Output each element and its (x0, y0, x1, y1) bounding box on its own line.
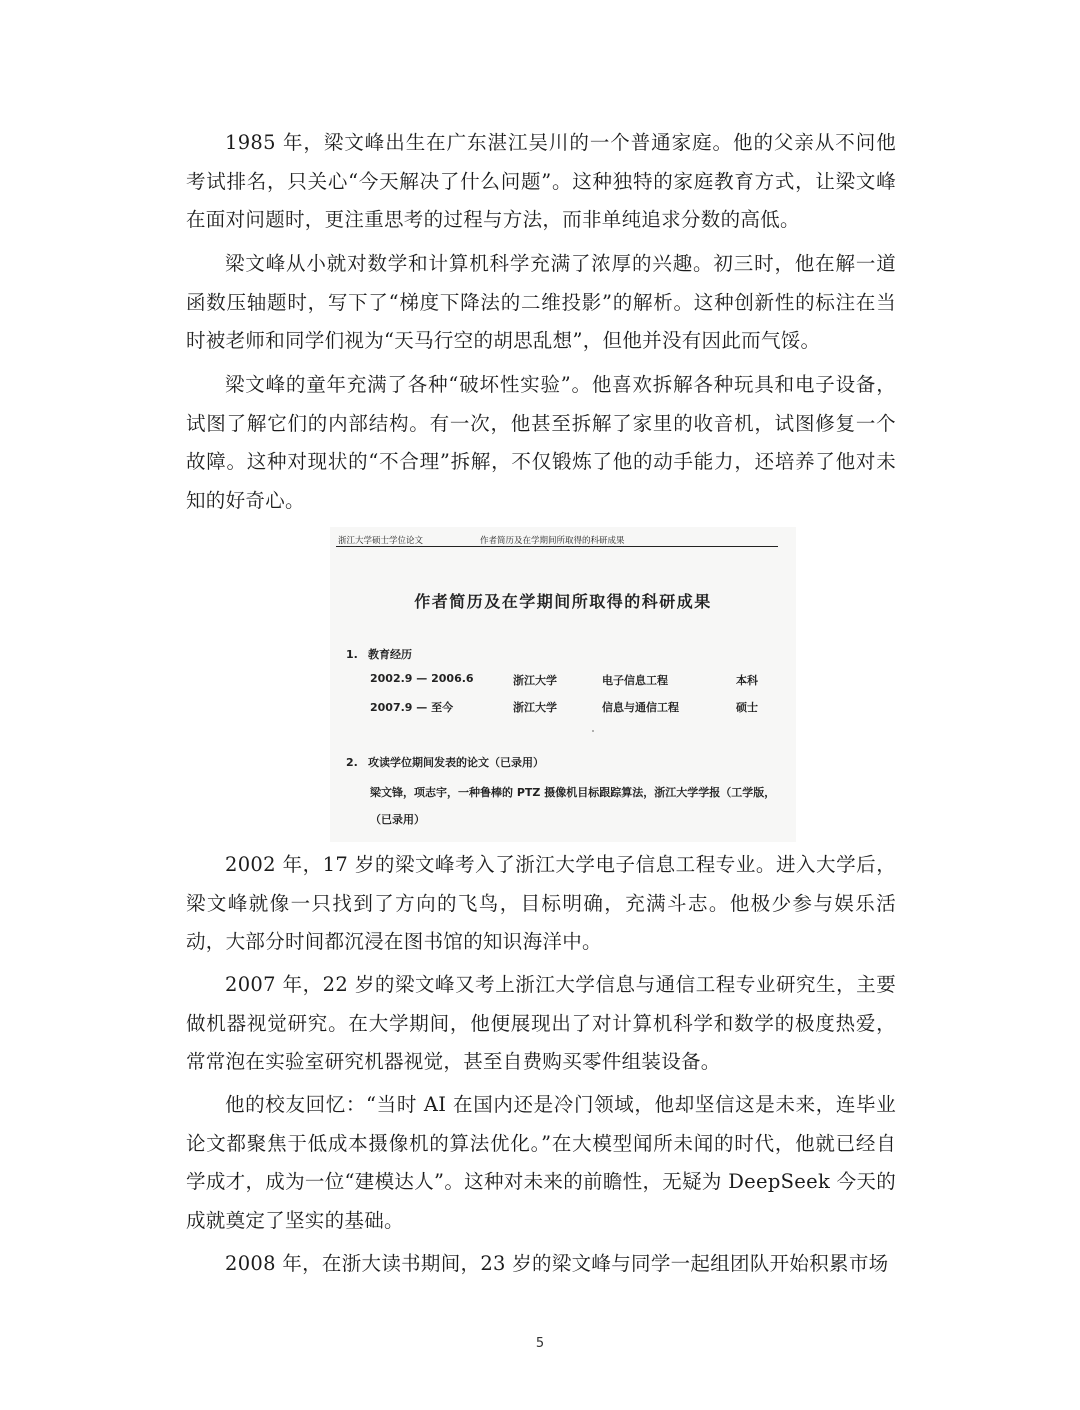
scan-speck (592, 730, 594, 732)
edu-period: 2002.9 — 2006.6 (370, 672, 474, 685)
edu-degree: 硕士 (736, 701, 758, 714)
scan-section-publications (346, 754, 544, 770)
edu-major: 电子信息工程 (602, 674, 668, 687)
education-row (370, 699, 790, 715)
section-label: 教育经历 (368, 648, 412, 661)
edu-school: 浙江大学 (513, 674, 557, 687)
paragraph-alumni-recollection: 他的校友回忆：“当时 AI 在国内还是冷门领域，他却坚信这是未来，连毕业论文都聚焦于低成本摄像机的算法优化。”在大模型闻所未闻的时代，他就已经自学成才，成为一位“建模达人”。这种对未来的前瞻性，无疑为 DeepSeek 今天的成就奠定了坚实的基础。 (186, 1093, 896, 1232)
edu-major: 信息与通信工程 (602, 701, 679, 714)
scan-title: 作者简历及在学期间所取得的科研成果 (414, 592, 712, 611)
edu-school: 浙江大学 (513, 701, 557, 714)
scan-header-right: 作者简历及在学期间所取得的科研成果 (480, 536, 625, 546)
paragraph-zju-undergrad: 2002 年，17 岁的梁文峰考入了浙江大学电子信息工程专业。进入大学后，梁文峰就像一只找到了方向的飞鸟，目标明确，充满斗志。他极少参与娱乐活动，大部分时间都沉浸在图书馆的知识海洋中。 (186, 853, 896, 953)
section-number: 1. (346, 648, 358, 661)
edu-period: 2007.9 — 至今 (370, 701, 454, 714)
paragraph-childhood-family: 1985 年，梁文峰出生在广东湛江吴川的一个普通家庭。他的父亲从不问他考试排名，只关心“今天解决了什么问题”。这种独特的家庭教育方式，让梁文峰在面对问题时，更注重思考的过程与方法，而非单纯追求分数的高低。 (186, 131, 896, 231)
thesis-resume-scan (330, 527, 796, 842)
page-number: 5 (535, 1336, 545, 1351)
section-label: 攻读学位期间发表的论文（已录用） (368, 756, 544, 769)
publication-entry: 梁文锋，项志宇，一种鲁棒的 PTZ 摄像机目标跟踪算法，浙江大学学报（工学版，（已录用） (370, 786, 776, 826)
paragraph-destructive-experiments: 梁文峰的童年充满了各种“破坏性实验”。他喜欢拆解各种玩具和电子设备，试图了解它们的内部结构。有一次，他甚至拆解了家里的收音机，试图修复一个故障。这种对现状的“不合理”拆解，不仅锻炼了他的动手能力，还培养了他对未知的好奇心。 (186, 373, 896, 512)
paragraph-math-interest: 梁文峰从小就对数学和计算机科学充满了浓厚的兴趣。初三时，他在解一道函数压轴题时，写下了“梯度下降法的二维投影”的解析。这种创新性的标注在当时被老师和同学们视为“天马行空的胡思乱想”，但他并没有因此而气馁。 (186, 252, 896, 352)
scan-section-education (346, 646, 412, 662)
paragraph-zju-graduate: 2007 年，22 岁的梁文峰又考上浙江大学信息与通信工程专业研究生，主要做机器视觉研究。在大学期间，他便展现出了对计算机科学和数学的极度热爱，常常泡在实验室研究机器视觉，甚至自费购买零件组装设备。 (186, 973, 896, 1073)
scan-header-rule (336, 546, 778, 547)
scan-header-left: 浙江大学硕士学位论文 (338, 536, 424, 546)
section-number: 2. (346, 756, 358, 769)
education-row (370, 672, 790, 688)
paragraph-2008-team: 2008 年，在浙大读书期间，23 岁的梁文峰与同学一起组团队开始积累市场 (225, 1252, 889, 1275)
edu-degree: 本科 (736, 674, 758, 687)
